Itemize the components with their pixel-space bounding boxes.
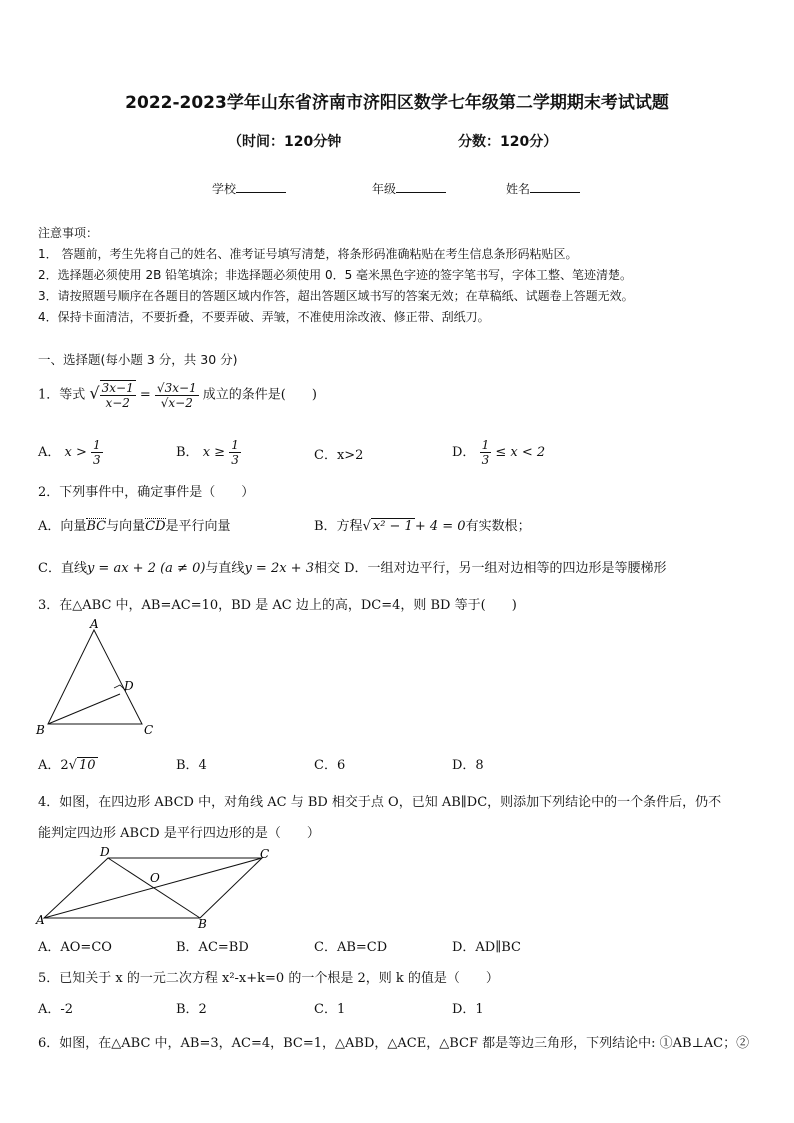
q3-option-d: D．8: [452, 758, 484, 773]
note-item: 2．选择题必须使用 2B 铅笔填涂；非选择题必须使用 0．5 毫米黑色字迹的签字笔书写，字体工整、笔迹清楚。: [38, 268, 633, 282]
grade-label: 年级: [372, 182, 397, 196]
q3-option-c: C．6: [314, 758, 346, 773]
exam-time: （时间：120分钟: [228, 134, 342, 150]
q1-option-b: B． x ≥ $\frac{1}{3}$: [176, 438, 239, 467]
note-item: 3．请按照题号顺序在各题目的答题区域内作答，超出答题区域书写的答案无效；在草稿纸、试题卷上答题无效。: [38, 289, 634, 303]
q3-option-b: B．4: [176, 758, 207, 773]
q5-option-a: A．-2: [38, 1002, 74, 1017]
q4-quadrilateral-figure: [34, 844, 284, 930]
grade-field: [372, 180, 446, 197]
exam-title: 2022-2023学年山东省济南市济阳区数学七年级第二学期期末考试试题: [125, 93, 669, 113]
q4-option-c: C．AB=CD: [314, 940, 388, 955]
notes-heading: 注意事项：: [38, 226, 99, 240]
q3-option-a: A．2√ 10: [38, 758, 96, 773]
q2-option-b: B．方程√ x² − 1 + 4 = 0有实数根；: [314, 519, 531, 534]
q4-label-c: C: [260, 847, 270, 861]
school-field: [212, 180, 286, 197]
question-3-stem: 3．在△ABC 中，AB=AC=10，BD 是 AC 边上的高，DC=4，则 BD 等于( ): [38, 598, 517, 613]
q4-label-b: B: [198, 917, 207, 930]
name-field: [506, 180, 580, 197]
question-1-stem: 1．等式 √ $\frac{3x-1}{x-2}$ = $\frac{√3x-1}{√x-2}$ 成立的条件是( ): [38, 380, 317, 410]
q1-option-a: A． x > $\frac{1}{3}$: [38, 438, 101, 467]
question-4-stem-line1: 4．如图，在四边形 ABCD 中，对角线 AC 与 BD 相交于点 O，已知 AB∥DC，则添加下列结论中的一个条件后，仍不: [38, 795, 722, 810]
q3-label-c: C: [144, 723, 154, 737]
exam-score: 分数：120分）: [458, 134, 558, 150]
q2-option-a: A．向量BC与向量CD是平行向量: [38, 519, 231, 534]
question-6-stem: 6．如图，在△ABC 中，AB=3，AC=4，BC=1，△ABD，△ACE，△BCF 都是等边三角形，下列结论中: ①AB⊥AC；②: [38, 1036, 750, 1051]
q5-option-d: D．1: [452, 1002, 484, 1017]
name-blank: [530, 180, 580, 193]
q1-prefix: 1．等式: [38, 387, 86, 403]
q1-lhs-frac: $\frac{3x-1}{x-2}$: [101, 381, 134, 410]
q3-label-b: B: [36, 723, 45, 737]
q1-suffix: 成立的条件是( ): [202, 387, 317, 403]
q4-label-a: A: [36, 913, 45, 927]
q5-option-b: B．2: [176, 1002, 207, 1017]
note-item: 4．保持卡面清洁，不要折叠，不要弄破、弄皱，不准使用涂改液、修正带、刮纸刀。: [38, 310, 490, 324]
q1-option-d: D． $\frac{1}{3}$ ≤ x < 2: [452, 438, 546, 467]
q4-label-d: D: [100, 845, 110, 859]
q3-label-d: D: [124, 679, 134, 693]
q4-option-b: B．AC=BD: [176, 940, 249, 955]
question-4-stem-line2: 能判定四边形 ABCD 是平行四边形的是（ ）: [38, 826, 320, 841]
q3-triangle-figure: [34, 618, 164, 740]
q4-option-a: A．AO=CO: [38, 940, 112, 955]
q1-rhs-frac: $\frac{√3x-1}{√x-2}$: [156, 380, 197, 410]
school-blank: [236, 180, 286, 193]
q1-option-c: C．x>2: [314, 448, 364, 463]
school-label: 学校: [212, 182, 237, 196]
note-item: 1． 答题前，考生先将自己的姓名、准考证号填写清楚，将条形码准确粘贴在考生信息条形码粘贴区。: [38, 247, 578, 261]
question-2-stem: 2．下列事件中，确定事件是（ ）: [38, 485, 255, 500]
q5-option-c: C．1: [314, 1002, 346, 1017]
q4-option-d: D．AD∥BC: [452, 940, 521, 955]
q2-option-c-d: C．直线y = ax + 2 (a ≠ 0)与直线y = 2x + 3相交 D．一组对边平行，另一组对边相等的四边形是等腰梯形: [38, 561, 667, 576]
q3-label-a: A: [90, 618, 99, 631]
q4-label-o: O: [150, 871, 160, 885]
name-label: 姓名: [506, 182, 531, 196]
grade-blank: [396, 180, 446, 193]
section-heading: 一、选择题(每小题 3 分，共 30 分): [38, 352, 238, 367]
question-5-stem: 5．已知关于 x 的一元二次方程 x²-x+k=0 的一个根是 2，则 k 的值是（ ）: [38, 971, 499, 986]
